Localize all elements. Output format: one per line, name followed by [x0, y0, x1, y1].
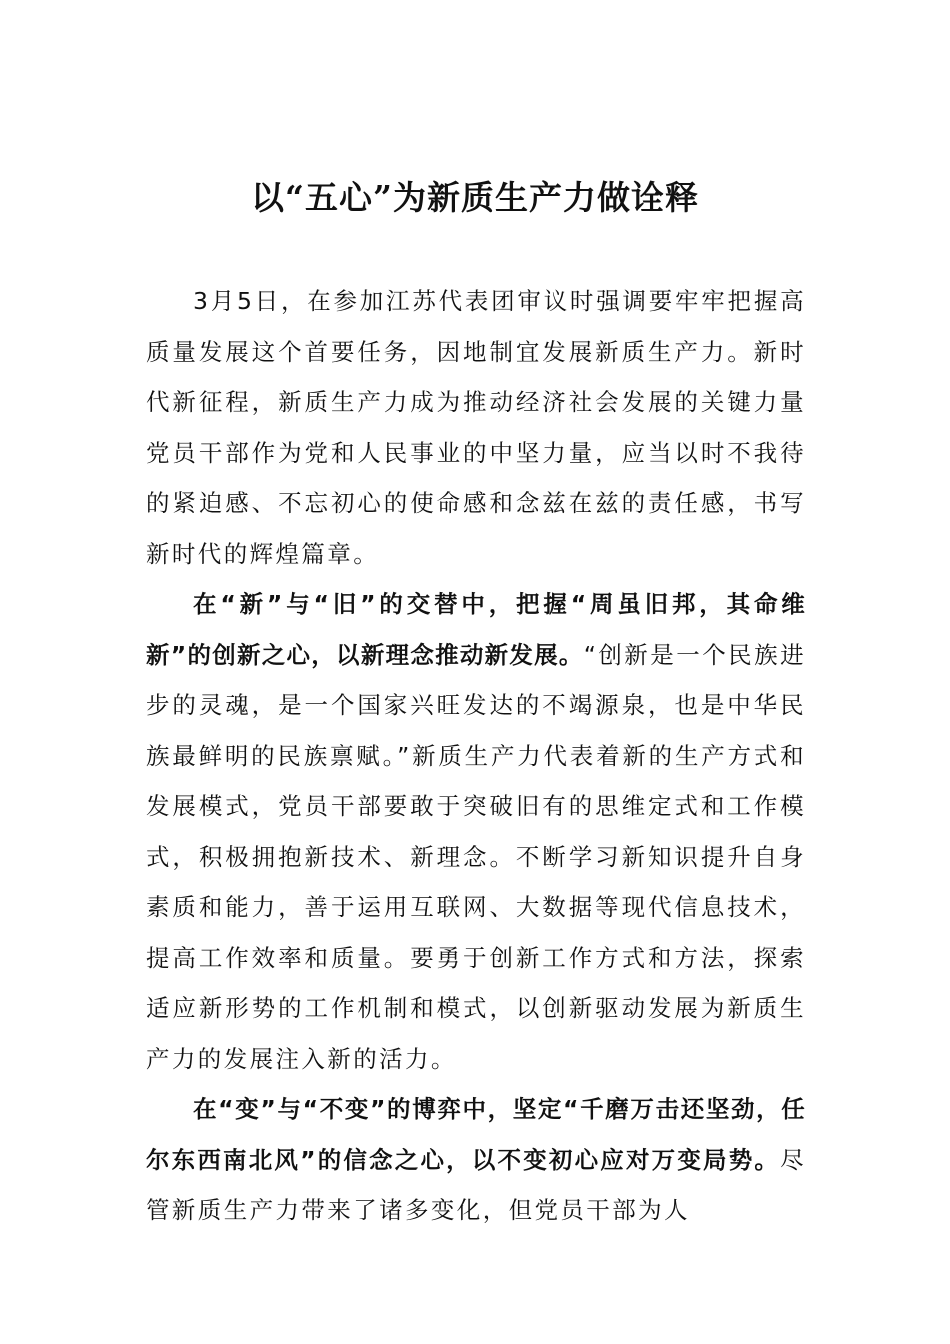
paragraph-innovation — [146, 579, 806, 1084]
document-title: 以“五心”为新质生产力做诠释 — [251, 178, 699, 217]
paragraph-lead: 在“新”与“旧”的交替中，把握“周虽旧邦，其命维新”的创新之心，以新理念推动新发展。 — [146, 590, 806, 669]
paragraph-text: 尽管新质生产力带来了诸多变化，但党员干部为人 — [146, 1145, 806, 1224]
paragraph-belief — [146, 1084, 806, 1236]
paragraph-intro — [146, 276, 806, 579]
document-body — [146, 276, 806, 1236]
paragraph-text: 3月5日，在参加江苏代表团审议时强调要牢牢把握高质量发展这个首要任务，因地制宜发展新质生产力。新时代新征程，新质生产力成为推动经济社会发展的关键力量党员干部作为党和人民事业的中坚力量，应当以时不我待的紧迫感、不忘初心的使命感和念兹在兹的责任感，书写新时代的辉煌篇章。 — [146, 287, 806, 568]
paragraph-text: “创新是一个民族进步的灵魂，是一个国家兴旺发达的不竭源泉，也是中华民族最鲜明的民族禀赋。”新质生产力代表着新的生产方式和发展模式，党员干部要敢于突破旧有的思维定式和工作模式，积极拥抱新技术、新理念。不断学习新知识提升自身素质和能力，善于运用互联网、大数据等现代信息技术，提高工作效率和质量。要勇于创新工作方式和方法，探索适应新形势的工作机制和模式，以创新驱动发展为新质生产力的发展注入新的活力。 — [146, 640, 806, 1073]
paragraph-lead: 在“变”与“不变”的博弈中，坚定“千磨万击还坚劲，任尔东西南北风”的信念之心，以不变初心应对万变局势。 — [146, 1095, 806, 1174]
